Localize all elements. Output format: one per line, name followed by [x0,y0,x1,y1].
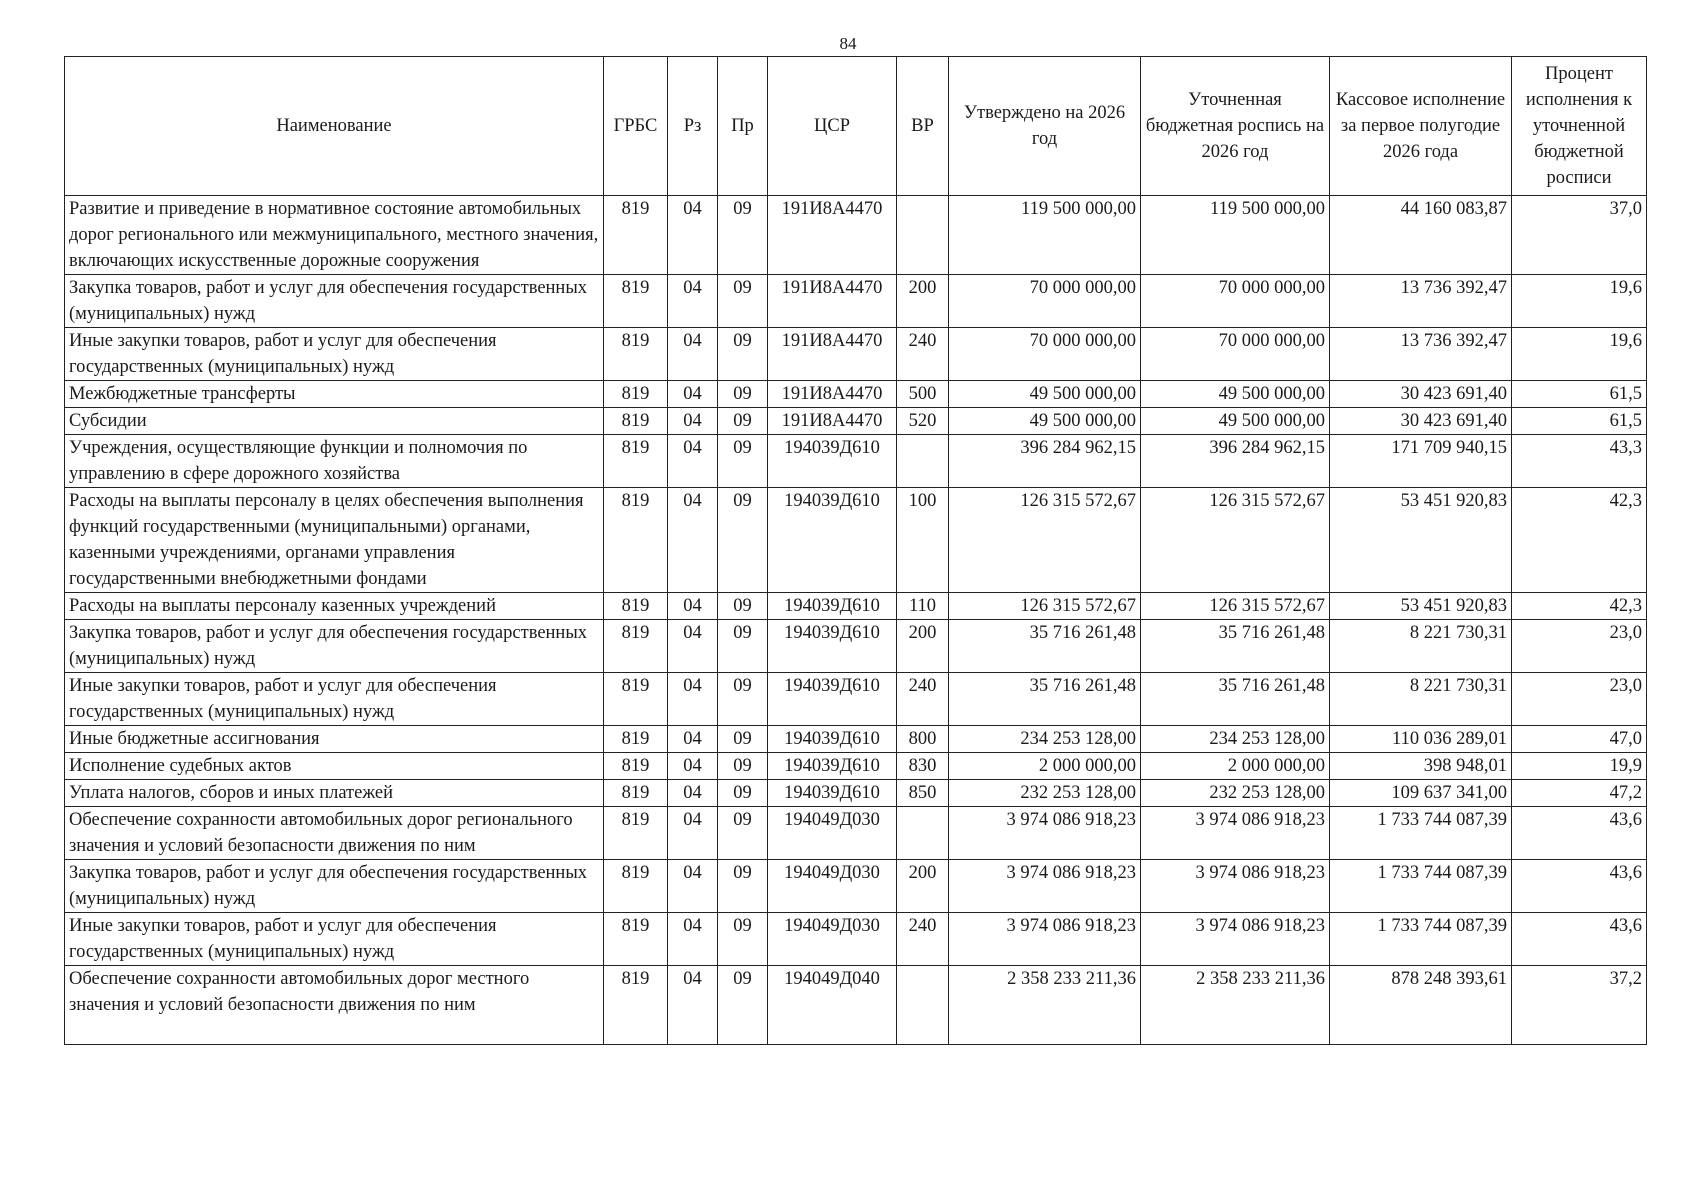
cell-grbs: 819 [604,328,668,381]
cell-vr: 200 [897,860,949,913]
cell-rz: 04 [668,913,718,966]
cell-pr: 09 [718,620,768,673]
cell-grbs: 819 [604,381,668,408]
cell-approved: 70 000 000,00 [949,275,1141,328]
cell-csr: 194039Д610 [768,780,897,807]
cell-grbs: 819 [604,913,668,966]
cell-pr: 09 [718,435,768,488]
cell-vr: 110 [897,593,949,620]
cell-percent: 37,0 [1512,196,1647,275]
cell-pr: 09 [718,593,768,620]
cell-grbs: 819 [604,673,668,726]
table-row [65,328,1647,381]
cell-pr: 09 [718,381,768,408]
cell-rz: 04 [668,966,718,1045]
cell-approved: 396 284 962,15 [949,435,1141,488]
table-row [65,620,1647,673]
table-row [65,593,1647,620]
cell-rz: 04 [668,435,718,488]
cell-vr: 240 [897,328,949,381]
cell-csr: 194049Д040 [768,966,897,1045]
cell-cash: 13 736 392,47 [1330,328,1512,381]
cell-csr: 194049Д030 [768,860,897,913]
header-cash: Кассовое исполнение за первое полугодие 2026 года [1330,57,1512,196]
cell-csr: 194039Д610 [768,593,897,620]
table-row [65,488,1647,593]
cell-rz: 04 [668,381,718,408]
cell-cash: 8 221 730,31 [1330,620,1512,673]
table-row [65,966,1647,1045]
table-row [65,726,1647,753]
cell-csr: 194049Д030 [768,807,897,860]
cell-csr: 191И8А4470 [768,328,897,381]
cell-name: Закупка товаров, работ и услуг для обеспечения государственных (муниципальных) нужд [65,860,604,913]
cell-approved: 35 716 261,48 [949,620,1141,673]
cell-vr: 800 [897,726,949,753]
cell-approved: 35 716 261,48 [949,673,1141,726]
cell-pr: 09 [718,488,768,593]
cell-vr [897,196,949,275]
cell-pr: 09 [718,196,768,275]
cell-csr: 194039Д610 [768,673,897,726]
cell-percent: 42,3 [1512,593,1647,620]
cell-vr: 100 [897,488,949,593]
cell-pr: 09 [718,673,768,726]
cell-rz: 04 [668,753,718,780]
cell-rz: 04 [668,196,718,275]
cell-cash: 1 733 744 087,39 [1330,807,1512,860]
cell-percent: 37,2 [1512,966,1647,1045]
cell-refined: 232 253 128,00 [1141,780,1330,807]
cell-percent: 19,6 [1512,328,1647,381]
cell-csr: 191И8А4470 [768,275,897,328]
cell-percent: 61,5 [1512,408,1647,435]
table-row [65,753,1647,780]
cell-vr: 240 [897,673,949,726]
cell-approved: 119 500 000,00 [949,196,1141,275]
cell-pr: 09 [718,913,768,966]
cell-refined: 126 315 572,67 [1141,593,1330,620]
table-row [65,673,1647,726]
cell-refined: 3 974 086 918,23 [1141,860,1330,913]
cell-grbs: 819 [604,196,668,275]
cell-grbs: 819 [604,620,668,673]
cell-rz: 04 [668,860,718,913]
cell-refined: 49 500 000,00 [1141,408,1330,435]
cell-pr: 09 [718,807,768,860]
cell-cash: 110 036 289,01 [1330,726,1512,753]
cell-refined: 2 358 233 211,36 [1141,966,1330,1045]
table-row [65,435,1647,488]
table-row [65,381,1647,408]
cell-refined: 119 500 000,00 [1141,196,1330,275]
table-header-row [65,57,1647,196]
cell-name: Расходы на выплаты персоналу казенных учреждений [65,593,604,620]
cell-vr: 520 [897,408,949,435]
cell-name: Иные закупки товаров, работ и услуг для обеспечения государственных (муниципальных) нужд [65,328,604,381]
cell-percent: 19,6 [1512,275,1647,328]
header-rz: Рз [668,57,718,196]
cell-refined: 70 000 000,00 [1141,328,1330,381]
cell-percent: 23,0 [1512,673,1647,726]
cell-percent: 23,0 [1512,620,1647,673]
cell-percent: 61,5 [1512,381,1647,408]
header-approved: Утверждено на 2026 год [949,57,1141,196]
cell-cash: 878 248 393,61 [1330,966,1512,1045]
cell-refined: 49 500 000,00 [1141,381,1330,408]
cell-csr: 194039Д610 [768,753,897,780]
page-number: 84 [839,34,857,53]
table-row [65,408,1647,435]
cell-csr: 191И8А4470 [768,408,897,435]
cell-csr: 191И8А4470 [768,196,897,275]
header-vr: ВР [897,57,949,196]
cell-name: Обеспечение сохранности автомобильных дорог местного значения и условий безопасности движения по ним [65,966,604,1045]
cell-name: Иные закупки товаров, работ и услуг для обеспечения государственных (муниципальных) нужд [65,673,604,726]
cell-grbs: 819 [604,726,668,753]
cell-percent: 43,6 [1512,913,1647,966]
cell-cash: 44 160 083,87 [1330,196,1512,275]
table-row [65,196,1647,275]
cell-rz: 04 [668,593,718,620]
cell-vr: 500 [897,381,949,408]
cell-approved: 3 974 086 918,23 [949,860,1141,913]
cell-rz: 04 [668,620,718,673]
cell-grbs: 819 [604,275,668,328]
cell-csr: 194039Д610 [768,620,897,673]
cell-rz: 04 [668,673,718,726]
cell-percent: 19,9 [1512,753,1647,780]
header-name: Наименование [65,57,604,196]
cell-percent: 47,0 [1512,726,1647,753]
cell-cash: 30 423 691,40 [1330,408,1512,435]
cell-cash: 8 221 730,31 [1330,673,1512,726]
header-csr: ЦСР [768,57,897,196]
cell-name: Развитие и приведение в нормативное состояние автомобильных дорог регионального или межмуниципального, местного значения, включающих искусственные дорожные сооружения [65,196,604,275]
cell-rz: 04 [668,488,718,593]
cell-pr: 09 [718,860,768,913]
cell-percent: 42,3 [1512,488,1647,593]
table-row [65,913,1647,966]
cell-pr: 09 [718,275,768,328]
cell-csr: 194049Д030 [768,913,897,966]
cell-vr: 240 [897,913,949,966]
table-row [65,860,1647,913]
cell-vr: 200 [897,620,949,673]
cell-cash: 1 733 744 087,39 [1330,860,1512,913]
cell-vr: 830 [897,753,949,780]
table-row [65,275,1647,328]
cell-approved: 49 500 000,00 [949,381,1141,408]
cell-name: Иные бюджетные ассигнования [65,726,604,753]
cell-name: Расходы на выплаты персоналу в целях обеспечения выполнения функций государственными (муниципальными) органами, казенными учреждениями, органами управления государственными внебюджетными фондами [65,488,604,593]
cell-pr: 09 [718,408,768,435]
cell-percent: 47,2 [1512,780,1647,807]
cell-rz: 04 [668,780,718,807]
cell-name: Закупка товаров, работ и услуг для обеспечения государственных (муниципальных) нужд [65,620,604,673]
cell-percent: 43,3 [1512,435,1647,488]
header-pr: Пр [718,57,768,196]
cell-vr: 200 [897,275,949,328]
cell-cash: 1 733 744 087,39 [1330,913,1512,966]
cell-grbs: 819 [604,488,668,593]
cell-name: Обеспечение сохранности автомобильных дорог регионального значения и условий безопасности движения по ним [65,807,604,860]
cell-pr: 09 [718,328,768,381]
cell-approved: 3 974 086 918,23 [949,807,1141,860]
cell-grbs: 819 [604,435,668,488]
cell-approved: 2 000 000,00 [949,753,1141,780]
cell-pr: 09 [718,726,768,753]
cell-cash: 30 423 691,40 [1330,381,1512,408]
cell-rz: 04 [668,328,718,381]
cell-csr: 194039Д610 [768,488,897,593]
cell-csr: 191И8А4470 [768,381,897,408]
cell-cash: 53 451 920,83 [1330,593,1512,620]
cell-name: Учреждения, осуществляющие функции и полномочия по управлению в сфере дорожного хозяйства [65,435,604,488]
cell-refined: 3 974 086 918,23 [1141,807,1330,860]
table-row [65,807,1647,860]
cell-name: Межбюджетные трансферты [65,381,604,408]
cell-grbs: 819 [604,593,668,620]
header-refined: Уточненная бюджетная роспись на 2026 год [1141,57,1330,196]
cell-refined: 234 253 128,00 [1141,726,1330,753]
cell-grbs: 819 [604,753,668,780]
cell-vr [897,807,949,860]
cell-grbs: 819 [604,807,668,860]
cell-approved: 234 253 128,00 [949,726,1141,753]
cell-name: Уплата налогов, сборов и иных платежей [65,780,604,807]
cell-rz: 04 [668,726,718,753]
cell-grbs: 819 [604,408,668,435]
cell-pr: 09 [718,966,768,1045]
cell-grbs: 819 [604,966,668,1045]
cell-pr: 09 [718,780,768,807]
cell-percent: 43,6 [1512,860,1647,913]
cell-vr [897,435,949,488]
cell-cash: 13 736 392,47 [1330,275,1512,328]
cell-cash: 398 948,01 [1330,753,1512,780]
cell-cash: 109 637 341,00 [1330,780,1512,807]
cell-name: Исполнение судебных актов [65,753,604,780]
cell-refined: 396 284 962,15 [1141,435,1330,488]
cell-approved: 3 974 086 918,23 [949,913,1141,966]
cell-rz: 04 [668,275,718,328]
cell-grbs: 819 [604,780,668,807]
cell-name: Иные закупки товаров, работ и услуг для обеспечения государственных (муниципальных) нужд [65,913,604,966]
cell-grbs: 819 [604,860,668,913]
header-percent: Процент исполнения к уточненной бюджетной росписи [1512,57,1647,196]
cell-refined: 70 000 000,00 [1141,275,1330,328]
cell-vr: 850 [897,780,949,807]
cell-cash: 53 451 920,83 [1330,488,1512,593]
table-row [65,780,1647,807]
cell-vr [897,966,949,1045]
cell-csr: 194039Д610 [768,435,897,488]
cell-refined: 3 974 086 918,23 [1141,913,1330,966]
cell-refined: 35 716 261,48 [1141,620,1330,673]
cell-name: Субсидии [65,408,604,435]
budget-table [64,56,1647,1045]
header-grbs: ГРБС [604,57,668,196]
cell-refined: 126 315 572,67 [1141,488,1330,593]
cell-percent: 43,6 [1512,807,1647,860]
cell-refined: 2 000 000,00 [1141,753,1330,780]
cell-rz: 04 [668,807,718,860]
cell-approved: 70 000 000,00 [949,328,1141,381]
cell-approved: 232 253 128,00 [949,780,1141,807]
cell-name: Закупка товаров, работ и услуг для обеспечения государственных (муниципальных) нужд [65,275,604,328]
cell-cash: 171 709 940,15 [1330,435,1512,488]
cell-pr: 09 [718,753,768,780]
cell-approved: 126 315 572,67 [949,488,1141,593]
cell-approved: 49 500 000,00 [949,408,1141,435]
cell-approved: 126 315 572,67 [949,593,1141,620]
cell-approved: 2 358 233 211,36 [949,966,1141,1045]
cell-refined: 35 716 261,48 [1141,673,1330,726]
cell-rz: 04 [668,408,718,435]
cell-csr: 194039Д610 [768,726,897,753]
